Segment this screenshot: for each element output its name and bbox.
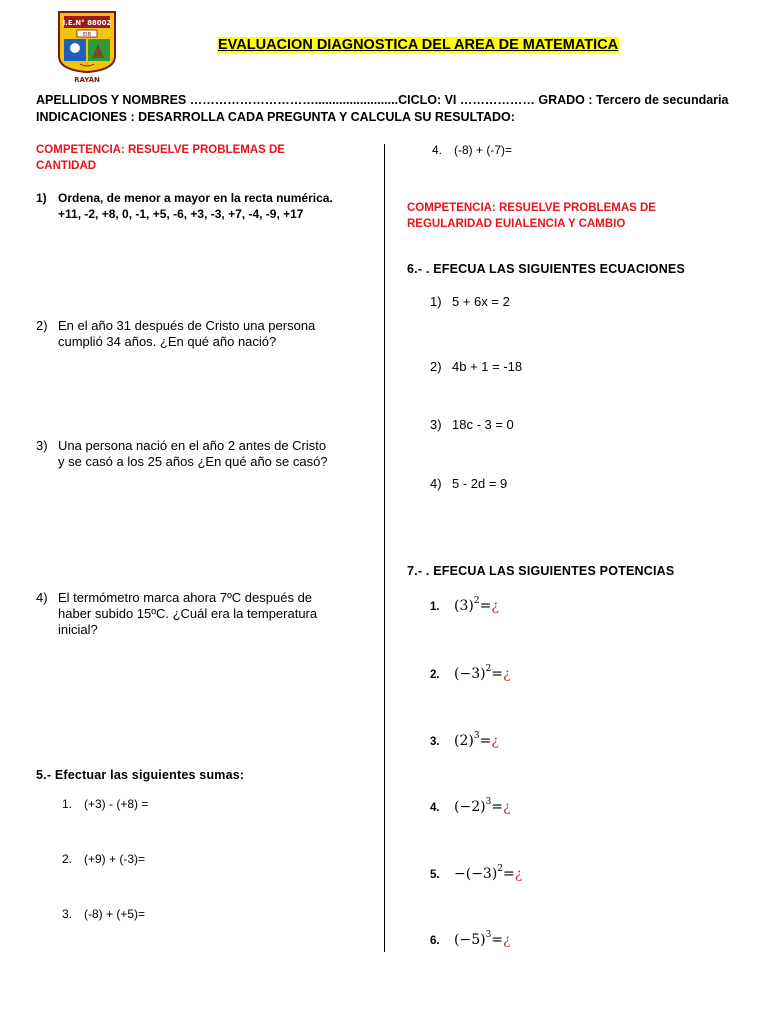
question-number: 1) xyxy=(36,191,47,205)
school-crest-logo xyxy=(56,10,118,84)
question-number: 3) xyxy=(36,438,48,453)
instructions-line: INDICACIONES : DESARROLLA CADA PREGUNTA Y CALCULA SU RESULTADO: xyxy=(36,110,515,124)
question-1 xyxy=(36,190,333,206)
question-4 xyxy=(36,590,312,606)
sum-item-4: 4. (-8) + (-7)= xyxy=(432,143,513,157)
sum-item-1: 1. (+3) - (+8) = xyxy=(62,797,149,811)
question-1-numbers: +11, -2, +8, 0, -1, +5, -6, +3, -3, +7, -4, -9, +17 xyxy=(58,207,304,221)
question-text: El termómetro marca ahora 7ºC después de xyxy=(58,590,313,605)
competencia-cantidad-line1: COMPETENCIA: RESUELVE PROBLEMAS DE xyxy=(36,144,285,156)
competencia-cantidad-line2: CANTIDAD xyxy=(36,160,97,172)
sum-item-3: 3. (-8) + (+5)= xyxy=(62,907,146,921)
question-7-title: 7.- . EFECUA LAS SIGUIENTES POTENCIAS xyxy=(407,564,675,578)
student-info-line: APELLIDOS Y NOMBRES …………………………........................CICLO: VI ……………… GRADO : Tercero de secundaria xyxy=(36,93,729,107)
question-text: En el año 31 después de Cristo una persona xyxy=(58,318,316,333)
question-3 xyxy=(36,438,326,454)
question-5-title: 5.- Efectuar las siguientes sumas: xyxy=(36,768,245,782)
sum-item-2: 2. (+9) + (-3)= xyxy=(62,852,146,866)
question-text: Una persona nació en el año 2 antes de Cristo xyxy=(58,438,327,453)
question-2 xyxy=(36,318,315,334)
question-text: Ordena, de menor a mayor en la recta numérica. xyxy=(58,191,333,205)
svg-text:I.E.N° 88002: I.E.N° 88002 xyxy=(62,19,112,27)
equation-item-1: 1) 5 + 6x = 2 xyxy=(430,294,510,309)
question-3-line2: y se casó a los 25 años ¿En qué año se casó? xyxy=(58,454,328,469)
question-4-line3: inicial? xyxy=(58,622,98,637)
competencia-regularidad-line1: COMPETENCIA: RESUELVE PROBLEMAS DE xyxy=(407,202,656,214)
question-number: 4) xyxy=(36,590,48,605)
equation-item-3: 3) 18c - 3 = 0 xyxy=(430,417,514,432)
logo-bottom-text: RAYÁN xyxy=(74,76,100,84)
page-title: EVALUACION DIAGNOSTICA DEL AREA DE MATEMATICA xyxy=(218,37,619,53)
question-number: 2) xyxy=(36,318,48,333)
equation-item-2: 2) 4b + 1 = -18 xyxy=(430,359,523,374)
equation-item-4: 4) 5 - 2d = 9 xyxy=(430,476,508,491)
power-item-6: 6. $(-5)^3=¿$ xyxy=(430,930,511,948)
question-4-line2: haber subido 15ºC. ¿Cuál era la temperatura xyxy=(58,606,318,621)
competencia-regularidad-line2: REGULARIDAD EUIALENCIA Y CAMBIO xyxy=(407,218,626,230)
question-2-line2: cumplió 34 años. ¿En qué año nació? xyxy=(58,334,277,349)
svg-text:EIB: EIB xyxy=(82,32,92,38)
power-item-2: 2. $(-3)^2=¿$ xyxy=(430,664,511,682)
question-6-title: 6.- . EFECUA LAS SIGUIENTES ECUACIONES xyxy=(407,262,686,276)
power-item-3: 3. $(2)^3=¿$ xyxy=(430,731,499,749)
power-item-5: 5. $-(-3)^2=¿$ xyxy=(430,864,523,882)
power-item-1: 1. $(3)^2=¿$ xyxy=(430,596,499,614)
column-divider xyxy=(384,144,385,952)
power-item-4: 4. $(-2)^3=¿$ xyxy=(430,797,511,815)
